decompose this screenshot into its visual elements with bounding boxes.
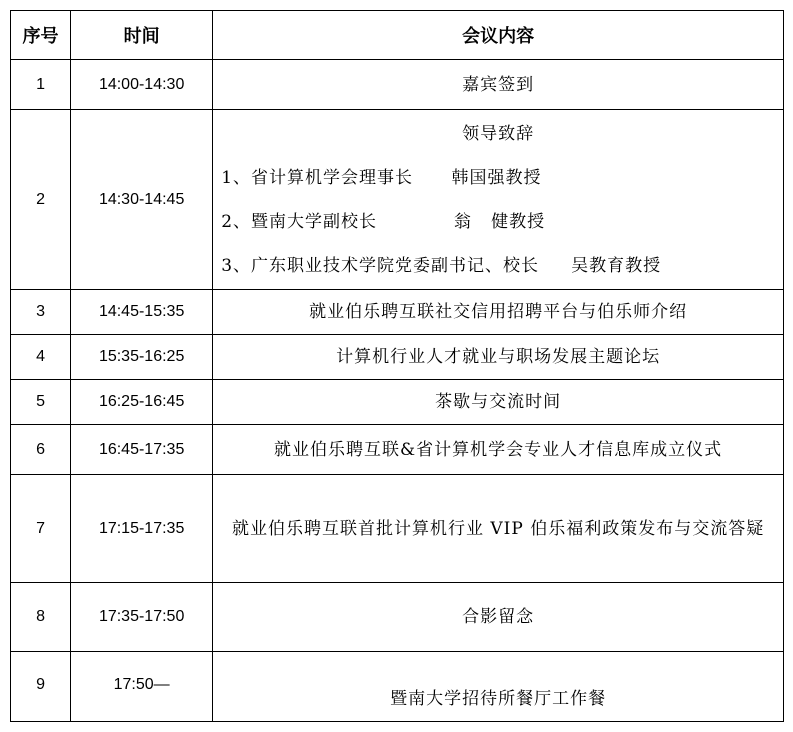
row-no: 9: [11, 652, 71, 722]
header-time: 时间: [71, 11, 213, 60]
row-content: [213, 60, 784, 110]
content-line: 嘉宾签到: [462, 74, 535, 95]
row-no: 1: [11, 60, 71, 110]
content-line: 2、暨南大学副校长 翁 健教授: [221, 211, 546, 232]
table-row: [11, 60, 784, 110]
row-content: [213, 652, 784, 722]
content-line: 合影留念: [462, 607, 535, 627]
header-content: 会议内容: [213, 11, 784, 60]
row-time: 16:45-17:35: [71, 425, 213, 475]
meeting-schedule-table: [10, 10, 784, 722]
table-row: [11, 475, 784, 583]
row-no: 3: [11, 290, 71, 335]
content-line: 3、广东职业技术学院党委副书记、校长 吴教育教授: [221, 255, 662, 276]
row-time: 17:50—: [71, 652, 213, 722]
row-content: [213, 335, 784, 380]
row-content: [213, 425, 784, 475]
content-line: 1、省计算机学会理事长 韩国强教授: [221, 167, 542, 188]
row-time: 17:35-17:50: [71, 583, 213, 652]
table-row: [11, 380, 784, 425]
row-no: 7: [11, 475, 71, 583]
header-no: 序号: [11, 11, 71, 60]
row-time: 17:15-17:35: [71, 475, 213, 583]
row-time: 14:30-14:45: [71, 110, 213, 290]
row-no: 8: [11, 583, 71, 652]
row-content: [213, 380, 784, 425]
content-line: 就业伯乐聘互联社交信用招聘平台与伯乐师介绍: [309, 302, 688, 322]
row-content: [213, 290, 784, 335]
row-time: 16:25-16:45: [71, 380, 213, 425]
content-line: 计算机行业人才就业与职场发展主题论坛: [336, 347, 661, 367]
table-row: [11, 335, 784, 380]
content-line: 就业伯乐聘互联首批计算机行业 VIP 伯乐福利政策发布与交流答疑: [231, 518, 765, 539]
row-no: 4: [11, 335, 71, 380]
row-time: 15:35-16:25: [71, 335, 213, 380]
table-row: [11, 583, 784, 652]
content-line: 领导致辞: [462, 123, 535, 144]
row-content: [213, 583, 784, 652]
row-no: 2: [11, 110, 71, 290]
row-content: [213, 110, 784, 290]
table-row: [11, 290, 784, 335]
row-time: 14:45-15:35: [71, 290, 213, 335]
table-row: [11, 425, 784, 475]
table-row: [11, 652, 784, 722]
table-header-row: [11, 11, 784, 60]
row-content: [213, 475, 784, 583]
row-no: 5: [11, 380, 71, 425]
table-row: [11, 110, 784, 290]
row-no: 6: [11, 425, 71, 475]
content-line: 暨南大学招待所餐厅工作餐: [390, 689, 607, 709]
content-line: 茶歇与交流时间: [435, 392, 562, 412]
row-time: 14:00-14:30: [71, 60, 213, 110]
content-line: 就业伯乐聘互联&省计算机学会专业人才信息库成立仪式: [274, 439, 723, 460]
